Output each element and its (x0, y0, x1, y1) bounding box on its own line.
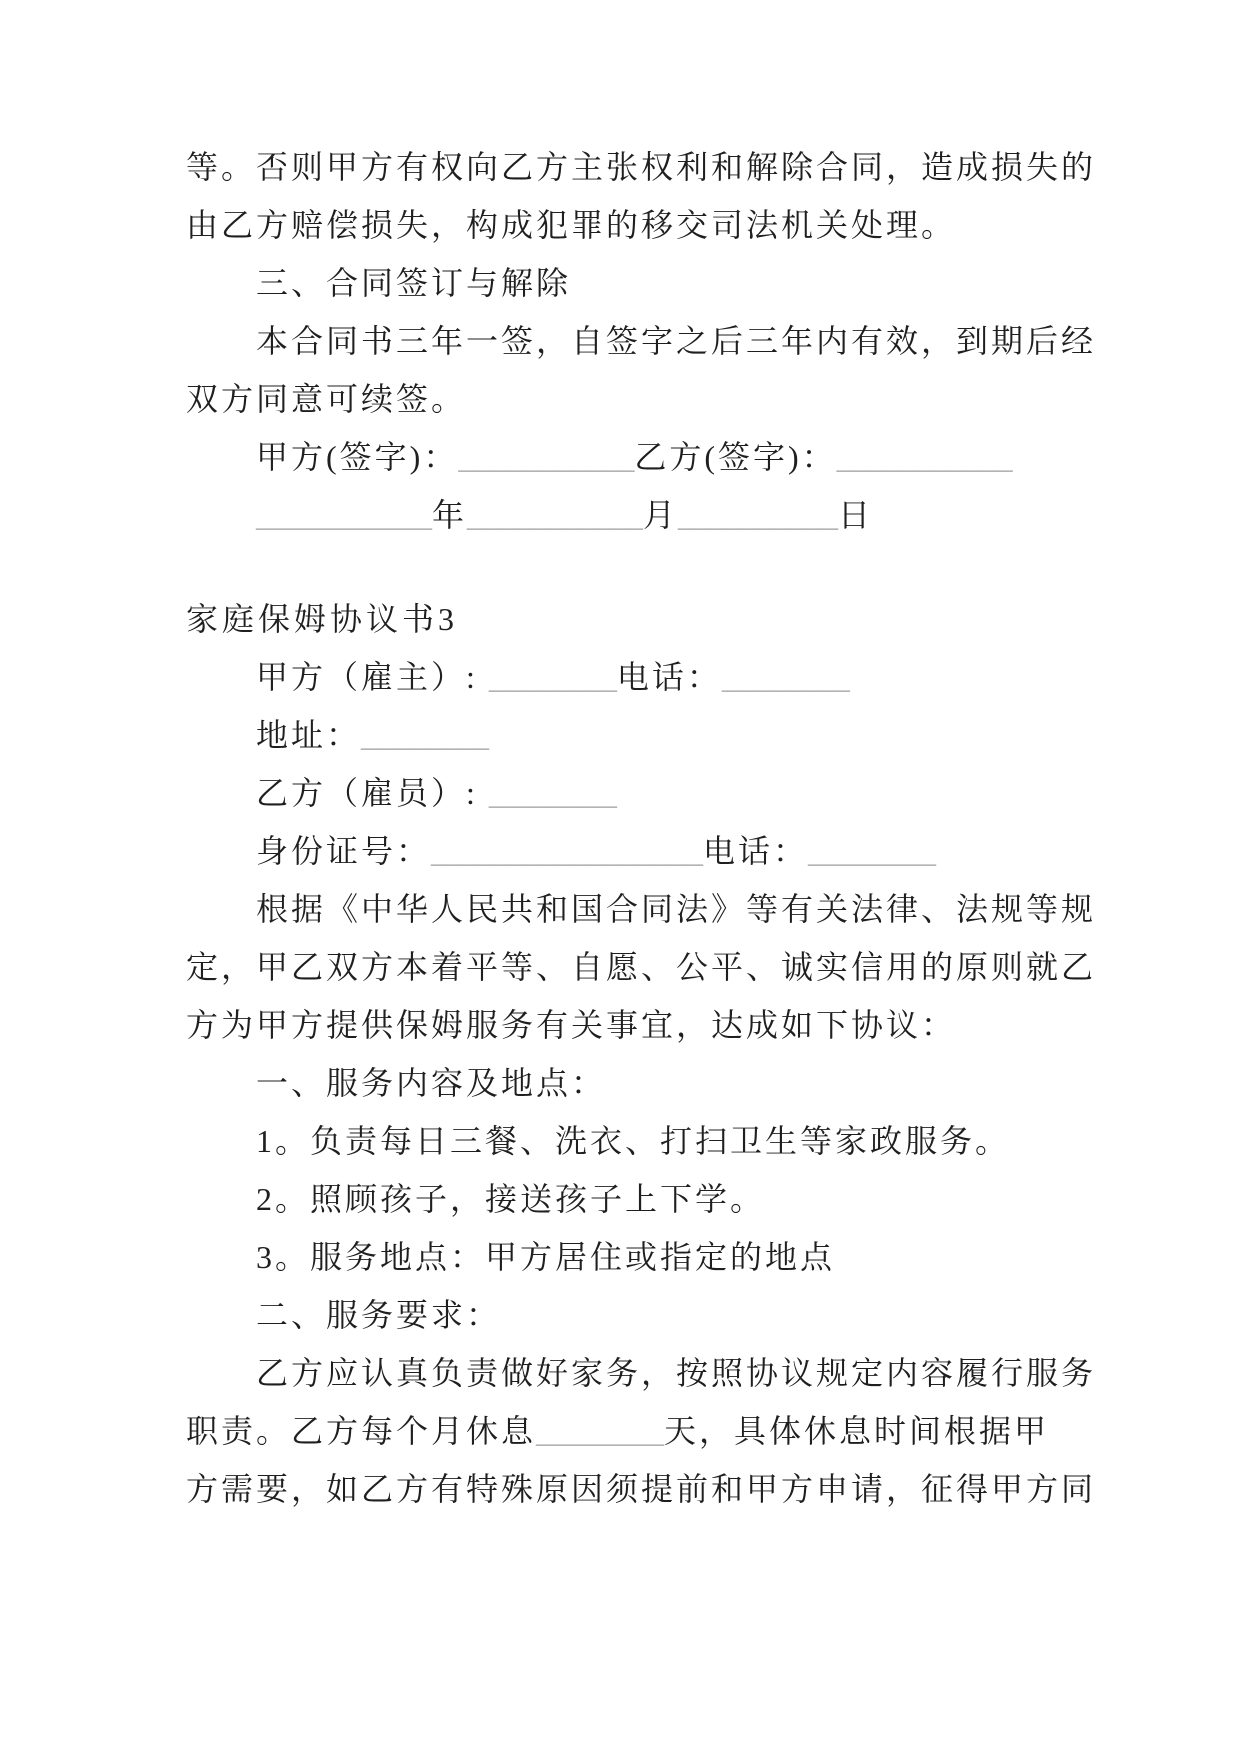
text-segment: 3。服务地点：甲方居住或指定的地点 (256, 1239, 836, 1275)
blank-fill-in-field: ___________ (458, 439, 635, 475)
text-segment: 双方同意可续签。 (186, 381, 467, 417)
text-segment: 方需要，如乙方有特殊原因须提前和甲方申请，征得甲方同 (186, 1471, 1097, 1507)
blank-fill-in-field: ________ (488, 659, 617, 695)
text-segment: 甲方(签字)： (256, 439, 459, 475)
document-line (186, 764, 1073, 822)
document-body (186, 138, 1097, 1518)
document-line (186, 138, 1097, 196)
document-line (186, 648, 1073, 706)
text-segment: 1。负责每日三餐、洗衣、打扫卫生等家政服务。 (256, 1123, 1011, 1159)
text-segment: 电话： (703, 833, 809, 869)
text-segment: 家庭保姆协议书3 (186, 601, 459, 637)
document-line (186, 1054, 1073, 1112)
blank-fill-in-field: ________ (488, 775, 617, 811)
document-line (186, 1112, 1073, 1170)
blank-fill-in-field: _________________ (431, 833, 704, 869)
text-segment: 一、服务内容及地点： (256, 1065, 607, 1101)
document-section-title (186, 590, 1073, 648)
text-segment: 电话： (616, 659, 722, 695)
document-line (186, 312, 1097, 370)
document-line (186, 254, 1073, 312)
text-segment: 根据《中华人民共和国合同法》等有关法律、法规等规 (256, 891, 1097, 927)
text-segment: 二、服务要求： (256, 1297, 502, 1333)
blank-fill-in-field: ________ (361, 717, 490, 753)
text-segment: 方为甲方提供保姆服务有关事宜，达成如下协议： (186, 1007, 957, 1043)
text-segment: 本合同书三年一签，自签字之后三年内有效，到期后经 (256, 323, 1097, 359)
document-line (186, 428, 1073, 486)
document-line (186, 1228, 1073, 1286)
blank-fill-in-field: ________ (808, 833, 937, 869)
text-segment: 三、合同签订与解除 (256, 265, 572, 301)
blank-fill-in-field: ________ (536, 1413, 665, 1449)
text-segment: 月 (643, 497, 679, 533)
text-segment: 乙方(签字)： (634, 439, 837, 475)
text-segment: 乙方应认真负责做好家务，按照协议规定内容履行服务 (256, 1355, 1097, 1391)
text-segment: 身份证号： (256, 833, 432, 869)
blank-fill-in-field: __________ (678, 497, 839, 533)
document-line (186, 822, 1073, 880)
document-line (186, 1460, 1097, 1518)
text-segment: 职责。乙方每个月休息 (186, 1413, 537, 1449)
text-segment: 甲方（雇主）: (256, 659, 489, 695)
document-line (186, 996, 1073, 1054)
text-segment: 日 (838, 497, 874, 533)
text-segment: 天，具体休息时间根据甲 (664, 1413, 1050, 1449)
document-line (186, 1344, 1097, 1402)
document-line (186, 1170, 1073, 1228)
text-segment: 定，甲乙双方本着平等、自愿、公平、诚实信用的原则就乙 (186, 949, 1097, 985)
blank-fill-in-field: ___________ (836, 439, 1013, 475)
text-segment: 乙方（雇员）: (256, 775, 489, 811)
blank-fill-in-field: ___________ (467, 497, 644, 533)
text-segment: 地址： (256, 717, 362, 753)
blank-fill-in-field: ________ (721, 659, 850, 695)
text-segment: 由乙方赔偿损失，构成犯罪的移交司法机关处理。 (186, 207, 957, 243)
document-line (186, 938, 1097, 996)
text-segment: 等。否则甲方有权向乙方主张权利和解除合同，造成损失的 (186, 149, 1097, 185)
document-line (186, 370, 1073, 428)
document-line (186, 880, 1097, 938)
text-segment: 年 (432, 497, 468, 533)
document-line (186, 1286, 1073, 1344)
blank-fill-in-field: ___________ (256, 497, 432, 533)
document-line (186, 486, 1073, 544)
document-line (186, 1402, 1073, 1460)
text-segment: 2。照顾孩子，接送孩子上下学。 (256, 1181, 766, 1217)
document-line (186, 706, 1073, 764)
document-line (186, 196, 1073, 254)
